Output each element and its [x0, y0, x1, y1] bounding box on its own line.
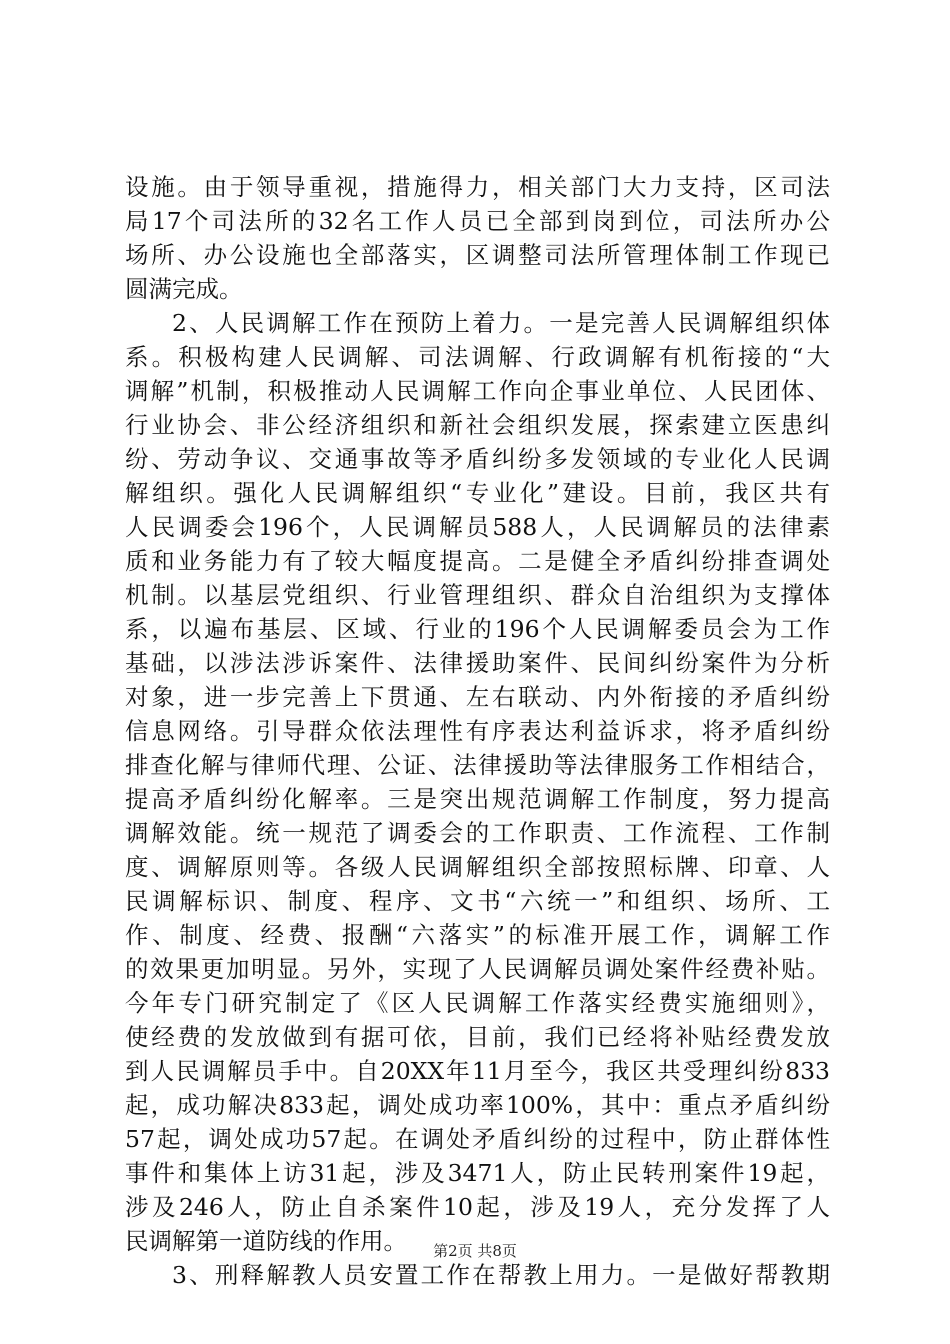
paragraph-2-first-line: 2、人民调解工作在预防上着力。一是完善人民调解组织体 — [172, 309, 830, 337]
text-line: 圆满完成。 — [125, 275, 243, 303]
text-line: 调解效能。统一规范了调委会的工作职责、工作流程、工作制 — [125, 819, 830, 847]
document-body — [125, 170, 830, 1292]
text-line: 提高矛盾纠纷化解率。三是突出规范调解工作制度，努力提高 — [125, 785, 830, 813]
text-line: 系，以遍布基层、区域、行业的196个人民调解委员会为工作 — [125, 615, 830, 643]
text-line: 作、制度、经费、报酬“六落实”的标准开展工作，调解工作 — [125, 921, 830, 949]
text-line: 民调解标识、制度、程序、文书“六统一”和组织、场所、工 — [125, 887, 830, 915]
text-line: 调解”机制，积极推动人民调解工作向企事业单位、人民团体、 — [125, 377, 830, 405]
text-line: 57起，调处成功57起。在调处矛盾纠纷的过程中，防止群体性 — [125, 1125, 830, 1153]
text-line: 使经费的发放做到有据可依，目前，我们已经将补贴经费发放 — [125, 1023, 830, 1051]
text-line: 场所、办公设施也全部落实，区调整司法所管理体制工作现已 — [125, 241, 830, 269]
text-line: 机制。以基层党组织、行业管理组织、群众自治组织为支撑体 — [125, 581, 830, 609]
text-line: 排查化解与律师代理、公证、法律援助等法律服务工作相结合， — [125, 751, 830, 779]
text-line: 度、调解原则等。各级人民调解组织全部按照标牌、印章、人 — [125, 853, 830, 881]
text-line: 的效果更加明显。另外，实现了人民调解员调处案件经费补贴。 — [125, 955, 830, 983]
text-line: 质和业务能力有了较大幅度提高。二是健全矛盾纠纷排查调处 — [125, 547, 830, 575]
text-line: 起，成功解决833起，调处成功率100%，其中：重点矛盾纠纷 — [125, 1091, 830, 1119]
text-line: 事件和集体上访31起，涉及3471人，防止民转刑案件19起， — [125, 1159, 830, 1187]
text-line: 解组织。强化人民调解组织“专业化”建设。目前，我区共有 — [125, 479, 830, 507]
page-number-footer: 第2页 共8页 — [433, 1242, 517, 1260]
text-line: 系。积极构建人民调解、司法调解、行政调解有机衔接的“大 — [125, 343, 830, 371]
paragraph-3-first-line: 3、刑释解教人员安置工作在帮教上用力。一是做好帮教期 — [172, 1261, 830, 1289]
text-line: 设施。由于领导重视，措施得力，相关部门大力支持，区司法 — [125, 173, 830, 201]
text-line: 民调解第一道防线的作用。 — [125, 1227, 407, 1255]
text-line: 纷、劳动争议、交通事故等矛盾纠纷多发领域的专业化人民调 — [125, 445, 830, 473]
text-line: 今年专门研究制定了《区人民调解工作落实经费实施细则》， — [125, 989, 830, 1017]
text-line: 行业协会、非公经济组织和新社会组织发展，探索建立医患纠 — [125, 411, 830, 439]
text-line: 人民调委会196个，人民调解员588人，人民调解员的法律素 — [125, 513, 830, 541]
text-line: 信息网络。引导群众依法理性有序表达利益诉求，将矛盾纠纷 — [125, 717, 830, 745]
text-line: 基础，以涉法涉诉案件、法律援助案件、民间纠纷案件为分析 — [125, 649, 830, 677]
text-line: 局17个司法所的32名工作人员已全部到岗到位，司法所办公 — [125, 207, 830, 235]
text-line: 到人民调解员手中。自20XX年11月至今，我区共受理纠纷833 — [125, 1057, 830, 1085]
text-line: 对象，进一步完善上下贯通、左右联动、内外衔接的矛盾纠纷 — [125, 683, 830, 711]
text-line: 涉及246人，防止自杀案件10起，涉及19人，充分发挥了人 — [125, 1193, 830, 1221]
